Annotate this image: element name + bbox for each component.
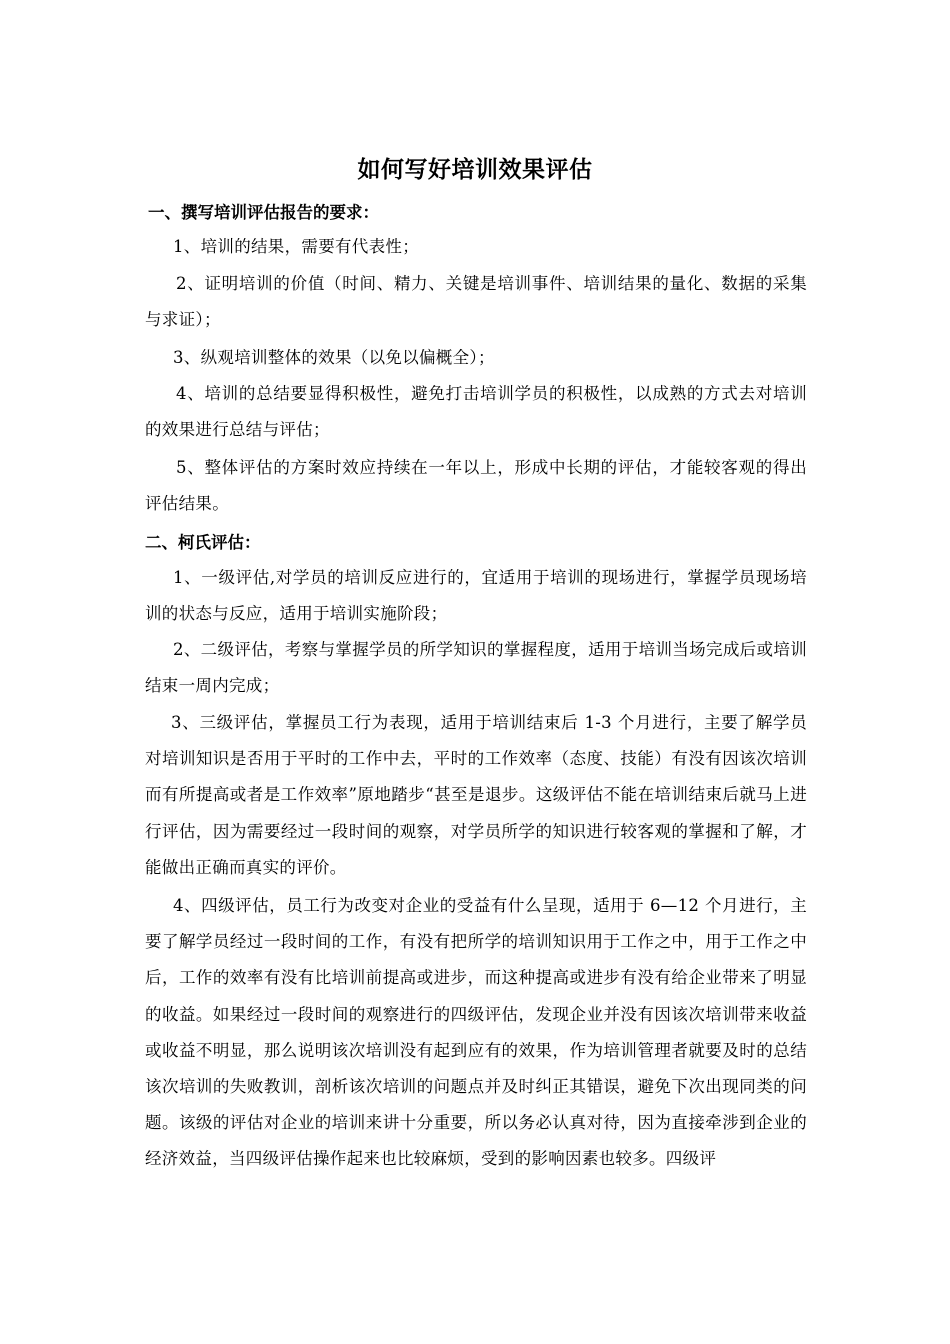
list-item: 3、三级评估，掌握员工行为表现，适用于培训结束后 1-3 个月进行，主要了解学员对培训知识是否用于平时的工作中去，平时的工作效率（态度、技能）有没有因该次培训而有所提高或者是工作效率”原地踏步“甚至是退步。这级评估不能在培训结束后就马上进行评估，因为需要经过一段时间的观察，对学员所学的知识进行较客观的掌握和了解，才能做出正确而真实的评价。 xyxy=(145,713,807,877)
list-item: 4、培训的总结要显得积极性，避免打击培训学员的积极性，以成熟的方式去对培训的效果进行总结与评估； xyxy=(145,384,807,440)
list-item: 4、四级评估，员工行为改变对企业的受益有什么呈现，适用于 6—12 个月进行，主要了解学员经过一段时间的工作，有没有把所学的培训知识用于工作之中，用于工作之中后，工作的效率有没有比培训前提高或进步，而这种提高或进步有没有给企业带来了明显的收益。如果经过一段时间的观察进行的四级评估，发现企业并没有因该次培训带来收益或收益不明显，那么说明该次培训没有起到应有的效果，作为培训管理者就要及时的总结该次培训的失败教训，剖析该次培训的问题点并及时纠正其错误，避免下次出现同类的问题。该级的评估对企业的培训来讲十分重要，所以务必认真对待，因为直接牵涉到企业的经济效益，当四级评估操作起来也比较麻烦，受到的影响因素也较多。四级评 xyxy=(145,896,807,1169)
list-item: 2、证明培训的价值（时间、精力、关键是培训事件、培训结果的量化、数据的采集与求证）； xyxy=(145,274,807,330)
list-item: 3、纵观培训整体的效果（以免以偏概全）； xyxy=(173,348,495,367)
list-item: 2、二级评估，考察与掌握学员的所学知识的掌握程度，适用于培训当场完成后或培训结束一周内完成； xyxy=(145,640,807,696)
document-title: 如何写好培训效果评估 xyxy=(357,156,593,183)
list-item: 1、培训的结果，需要有代表性； xyxy=(173,237,419,256)
list-item: 5、整体评估的方案时效应持续在一年以上，形成中长期的评估，才能较客观的得出评估结果。 xyxy=(145,458,807,514)
list-item: 1、一级评估,对学员的培训反应进行的，宜适用于培训的现场进行，掌握学员现场培训的状态与反应，适用于培训实施阶段； xyxy=(145,568,807,624)
section-heading-kirkpatrick: 二、柯氏评估： xyxy=(145,533,261,552)
section-heading-requirements: 一、撰写培训评估报告的要求： xyxy=(148,203,379,222)
